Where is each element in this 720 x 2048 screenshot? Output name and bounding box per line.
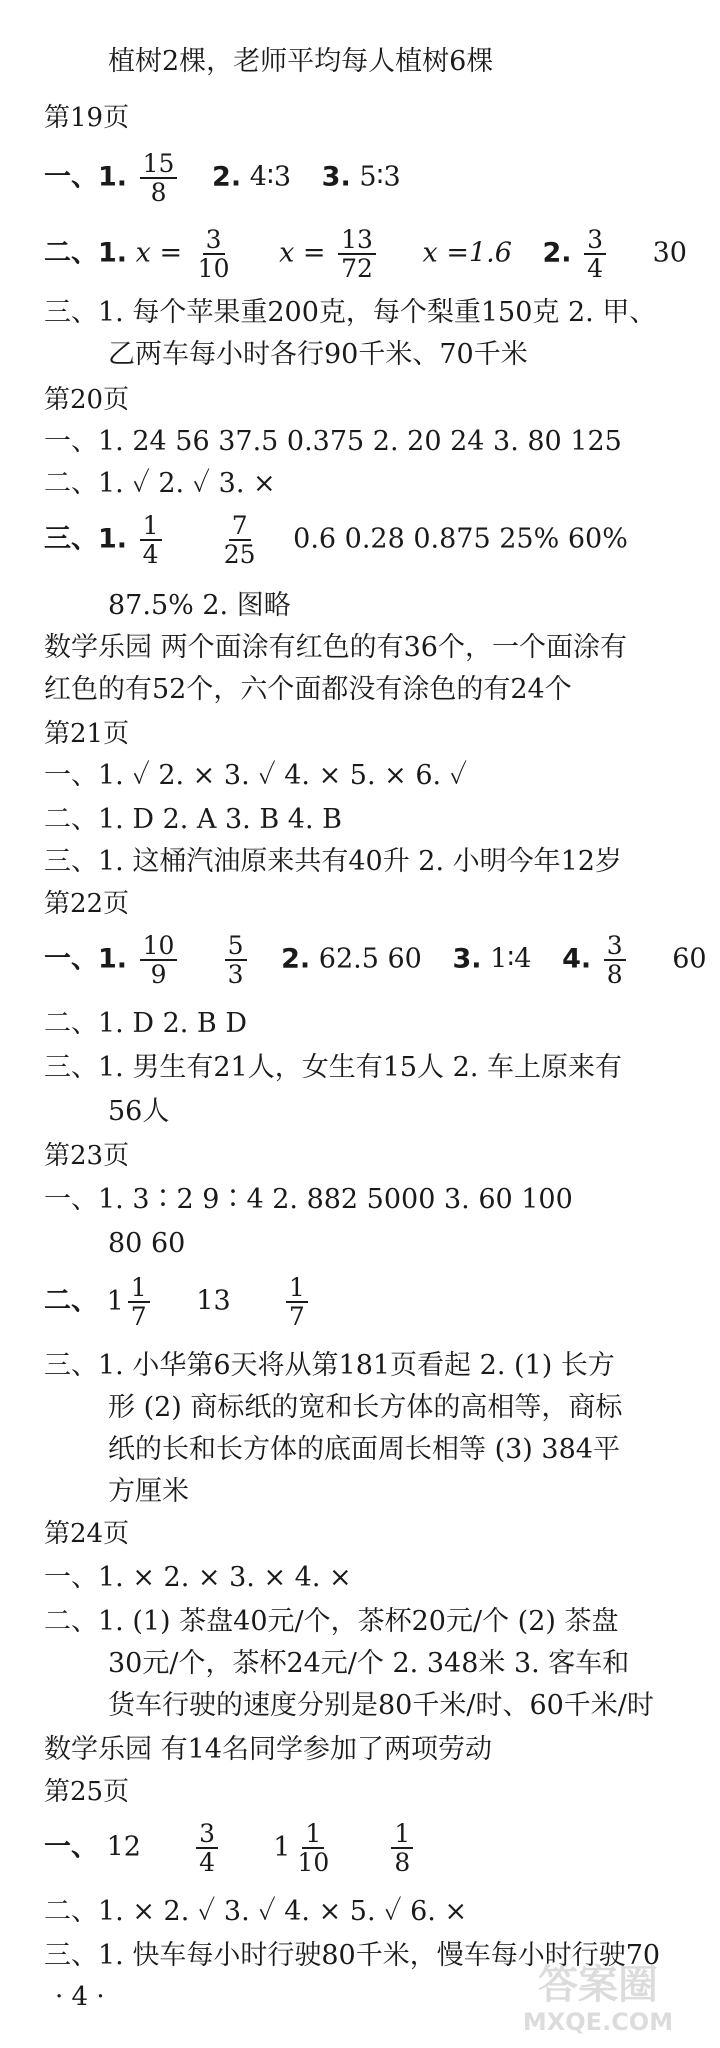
text-line: 二、1. D 2. B D [44,1008,247,1039]
page-heading: 第19页 [44,103,130,133]
text-line: 一、1. 3∶2 9∶4 2. 882 5000 3. 60 100 [44,1184,573,1215]
item-label: 一、1. [44,161,128,193]
fraction: $\frac{3}{4}$ [584,226,606,282]
item-label: 二、1. [44,237,128,269]
text-line: 三、1. 小华第6天将从第181页看起 2. (1) 长方 [44,1350,615,1381]
watermark-url: MXQE.COM [522,2008,674,2036]
text-line: 三、1. 快车每小时行驶80千米，慢车每小时行驶70 [44,1940,661,1971]
equation: x =1.6 [422,237,512,269]
fraction: $\frac{1}{8}$ [391,1820,413,1876]
fraction: $\frac{1}{7}$ [286,1274,308,1330]
fraction: $\frac{13}{72}$ [338,226,376,282]
text-line: 三、1. 这桶汽油原来共有40升 2. 小明今年12岁 [44,846,622,877]
item-label: 2. [212,161,242,193]
answer-value: 4∶3 [249,161,292,193]
item-label: 二、 [44,1285,98,1317]
item-label: 一、 [44,1831,98,1863]
fraction: $\frac{7}{25}$ [223,511,256,569]
item-label: 三、1. [44,523,128,555]
text-line: 二、1. × 2. ✓ 3. ✓ 4. × 5. ✓ 6. × [44,1896,468,1927]
text-line: 三、1. 男生有21人，女生有15人 2. 车上原来有 [44,1052,622,1083]
text-line: 红色的有52个，六个面都没有涂色的有24个 [44,674,572,705]
equation: x = [135,237,183,269]
answer-value: 30 [652,237,687,269]
fraction: $\frac{10}{9}$ [140,932,178,988]
answer-value: 12 [106,1831,141,1863]
item-label: 4. [562,943,592,975]
text-line: 纸的长和长方体的底面周长相等 (3) 384平 [108,1434,620,1465]
text-line: 二、1. (1) 茶盘40元/个，茶杯20元/个 (2) 茶盘 [44,1606,619,1637]
fraction: $\frac{3}{4}$ [196,1820,218,1876]
answer-value: 5∶3 [359,161,401,193]
text-line: 植树2棵，老师平均每人植树6棵 [108,46,494,77]
fraction: $\frac{5}{3}$ [225,932,247,988]
text-line: 货车行驶的速度分别是80千米/时、60千米/时 [108,1690,654,1721]
answer-value: 60 [672,943,707,975]
text-line: 87.5% 2. 图略 [108,590,291,621]
answer-value: 0.6 0.28 0.875 25% 60% [293,523,628,555]
page-heading: 第20页 [44,385,130,415]
text-line: 三、1. 每个苹果重200克，每个梨重150克 2. 甲、 [44,297,657,328]
text-line: 乙两车每小时各行90千米、70千米 [108,339,528,370]
answer-value: 62.5 60 [318,943,422,975]
answer-value: 13 [196,1285,231,1317]
answer-line-fraction [44,512,628,568]
answer-line-fraction [44,226,687,282]
fraction: $\frac{3}{10}$ [197,225,230,283]
text-line: 形 (2) 商标纸的宽和长方体的高相等，商标 [108,1392,623,1423]
answer-line-fraction [44,150,401,206]
text-line: 一、1. × 2. × 3. × 4. × [44,1562,352,1593]
answer-line-fraction [44,1274,312,1330]
mixed-number: 1 $\frac{1}{10}$ [273,1819,330,1877]
fraction: $\frac{15}{8}$ [140,150,178,206]
mixed-number: 1 $\frac{1}{7}$ [107,1274,154,1330]
text-line: 数学乐园 有14名同学参加了两项劳动 [44,1734,492,1765]
item-label: 2. [542,237,572,269]
answer-value: 1∶4 [490,943,532,975]
text-line: 一、1. ✓ 2. × 3. ✓ 4. × 5. × 6. ✓ [44,760,468,791]
watermark-text: 答案圈 [538,1962,658,2008]
page-heading: 第22页 [44,889,130,919]
page-heading: 第24页 [44,1519,130,1549]
text-line: 一、1. 24 56 37.5 0.375 2. 20 24 3. 80 125 [44,426,622,457]
item-label: 3. [452,943,482,975]
text-line: 二、1. D 2. A 3. B 4. B [44,804,342,835]
text-line: 二、1. ✓ 2. ✓ 3. × [44,468,276,499]
text-line: 30元/个，茶杯24元/个 2. 348米 3. 客车和 [108,1648,630,1679]
item-label: 一、1. [44,943,128,975]
equation: x = [279,237,326,269]
page-heading: 第25页 [44,1777,130,1807]
fraction: $\frac{3}{8}$ [604,932,626,988]
text-line: 数学乐园 两个面涂有红色的有36个，一个面涂有 [44,632,627,663]
item-label: 3. [321,161,351,193]
page-number: · 4 · [55,1982,105,2012]
answer-line-fraction [44,1820,417,1876]
fraction: $\frac{1}{4}$ [140,512,162,568]
page-heading: 第23页 [44,1141,130,1171]
page-heading: 第21页 [44,719,130,749]
text-line: 80 60 [108,1228,186,1259]
watermark-logo [491,1950,706,2038]
item-label: 2. [281,943,311,975]
text-line: 方厘米 [108,1476,189,1507]
answer-line-fraction [44,932,707,988]
text-line: 56人 [108,1096,170,1127]
